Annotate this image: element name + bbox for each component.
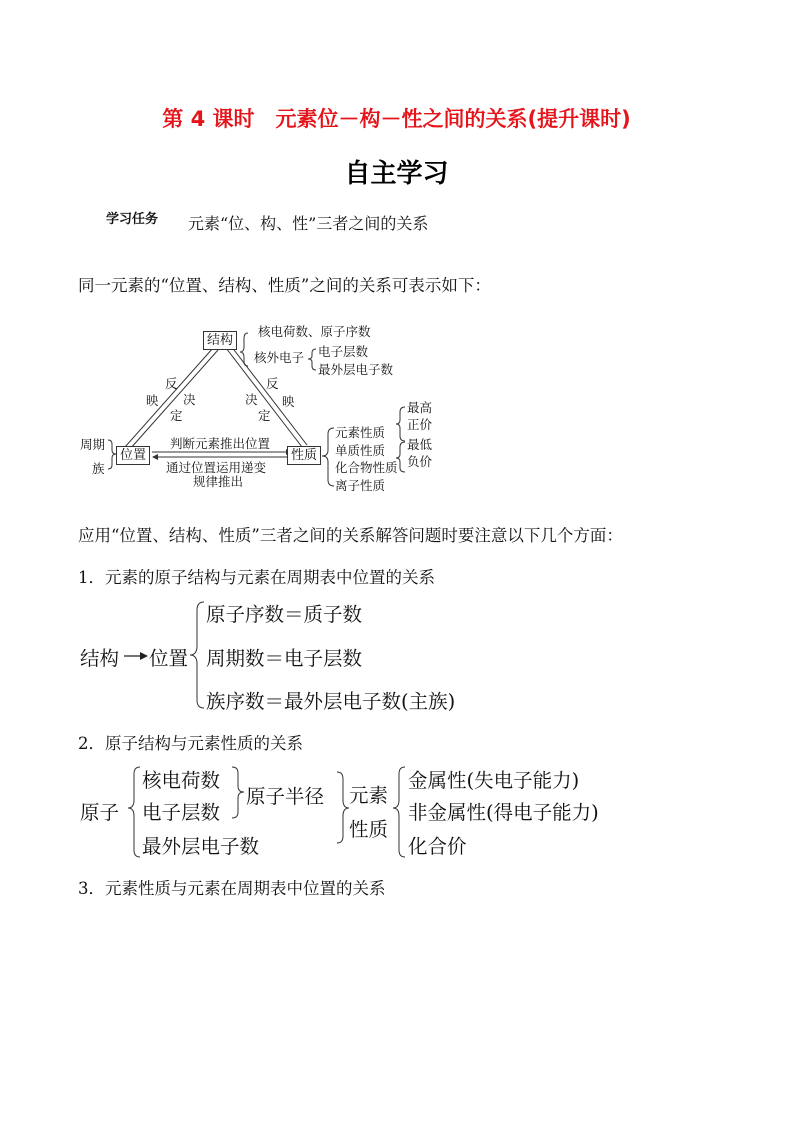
edge-label: 映 <box>282 394 295 409</box>
relation-label: 原子 <box>80 801 120 824</box>
valence-item: 正价 <box>407 417 433 432</box>
property-item: 元素性质 <box>335 425 386 440</box>
valence-item: 最低 <box>407 437 433 452</box>
arrow-label-bottom: 规律推出 <box>193 474 244 489</box>
edge-label: 决 <box>183 392 196 407</box>
edge-label: 反 <box>266 376 279 391</box>
task-text: 元素“位、构、性”三者之间的关系 <box>188 214 429 233</box>
relation-item: 核电荷数 <box>142 769 221 792</box>
relation-item: 非金属性(得电子能力) <box>408 801 599 824</box>
relation-label: 结构 <box>80 647 120 670</box>
edge-label: 决 <box>245 392 258 407</box>
section-heading: 1．元素的原子结构与元素在周期表中位置的关系 <box>78 568 435 587</box>
relation-label: 性质 <box>349 818 389 841</box>
relation-item: 周期数＝电子层数 <box>206 647 363 670</box>
electron-item: 最外层电子数 <box>318 362 394 377</box>
electron-item: 电子层数 <box>318 344 369 359</box>
lesson-title: 第 4 课时 元素位－构－性之间的关系(提升课时) <box>162 107 631 131</box>
structure-box: 结构 <box>203 331 237 350</box>
relation-item: 原子序数＝质子数 <box>206 603 363 626</box>
arrow-label-top: 判断元素推出位置 <box>170 436 271 451</box>
relation-label: 原子半径 <box>246 785 325 808</box>
relation-item: 最外层电子数 <box>142 835 260 858</box>
relation-item: 金属性(失电子能力) <box>408 769 580 792</box>
valence-item: 最高 <box>407 400 433 415</box>
property-item: 化合物性质 <box>335 460 398 475</box>
property-box: 性质 <box>287 446 321 465</box>
structure-item: 核电荷数、原子序数 <box>258 324 371 339</box>
section-heading: 3．元素性质与元素在周期表中位置的关系 <box>78 879 386 898</box>
task-label: 学习任务 <box>106 212 159 227</box>
relation-item: 化合价 <box>408 835 467 858</box>
property-item: 单质性质 <box>335 443 386 458</box>
section-heading: 2．原子结构与元素性质的关系 <box>78 734 303 753</box>
edge-label: 定 <box>258 408 271 423</box>
relation-label: 元素 <box>349 784 389 807</box>
edge-label: 反 <box>165 376 178 391</box>
relation-item: 电子层数 <box>142 801 221 824</box>
position-side-label: 族 <box>92 461 105 476</box>
section-title: 自主学习 <box>344 159 449 189</box>
property-item: 离子性质 <box>335 478 386 493</box>
arrow-label-bottom: 通过位置运用递变 <box>166 460 267 475</box>
intro-paragraph: 同一元素的“位置、结构、性质”之间的关系可表示如下： <box>78 276 491 295</box>
position-side-label: 周期 <box>80 437 106 452</box>
relation-label: 位置 <box>149 647 189 670</box>
edge-label: 定 <box>170 408 183 423</box>
position-box: 位置 <box>116 446 150 465</box>
relation-item: 族序数＝最外层电子数(主族) <box>206 690 456 713</box>
structure-item: 核外电子 <box>254 350 305 365</box>
valence-item: 负价 <box>407 454 433 469</box>
application-paragraph: 应用“位置、结构、性质”三者之间的关系解答问题时要注意以下几个方面： <box>78 526 623 545</box>
edge-label: 映 <box>146 393 159 408</box>
